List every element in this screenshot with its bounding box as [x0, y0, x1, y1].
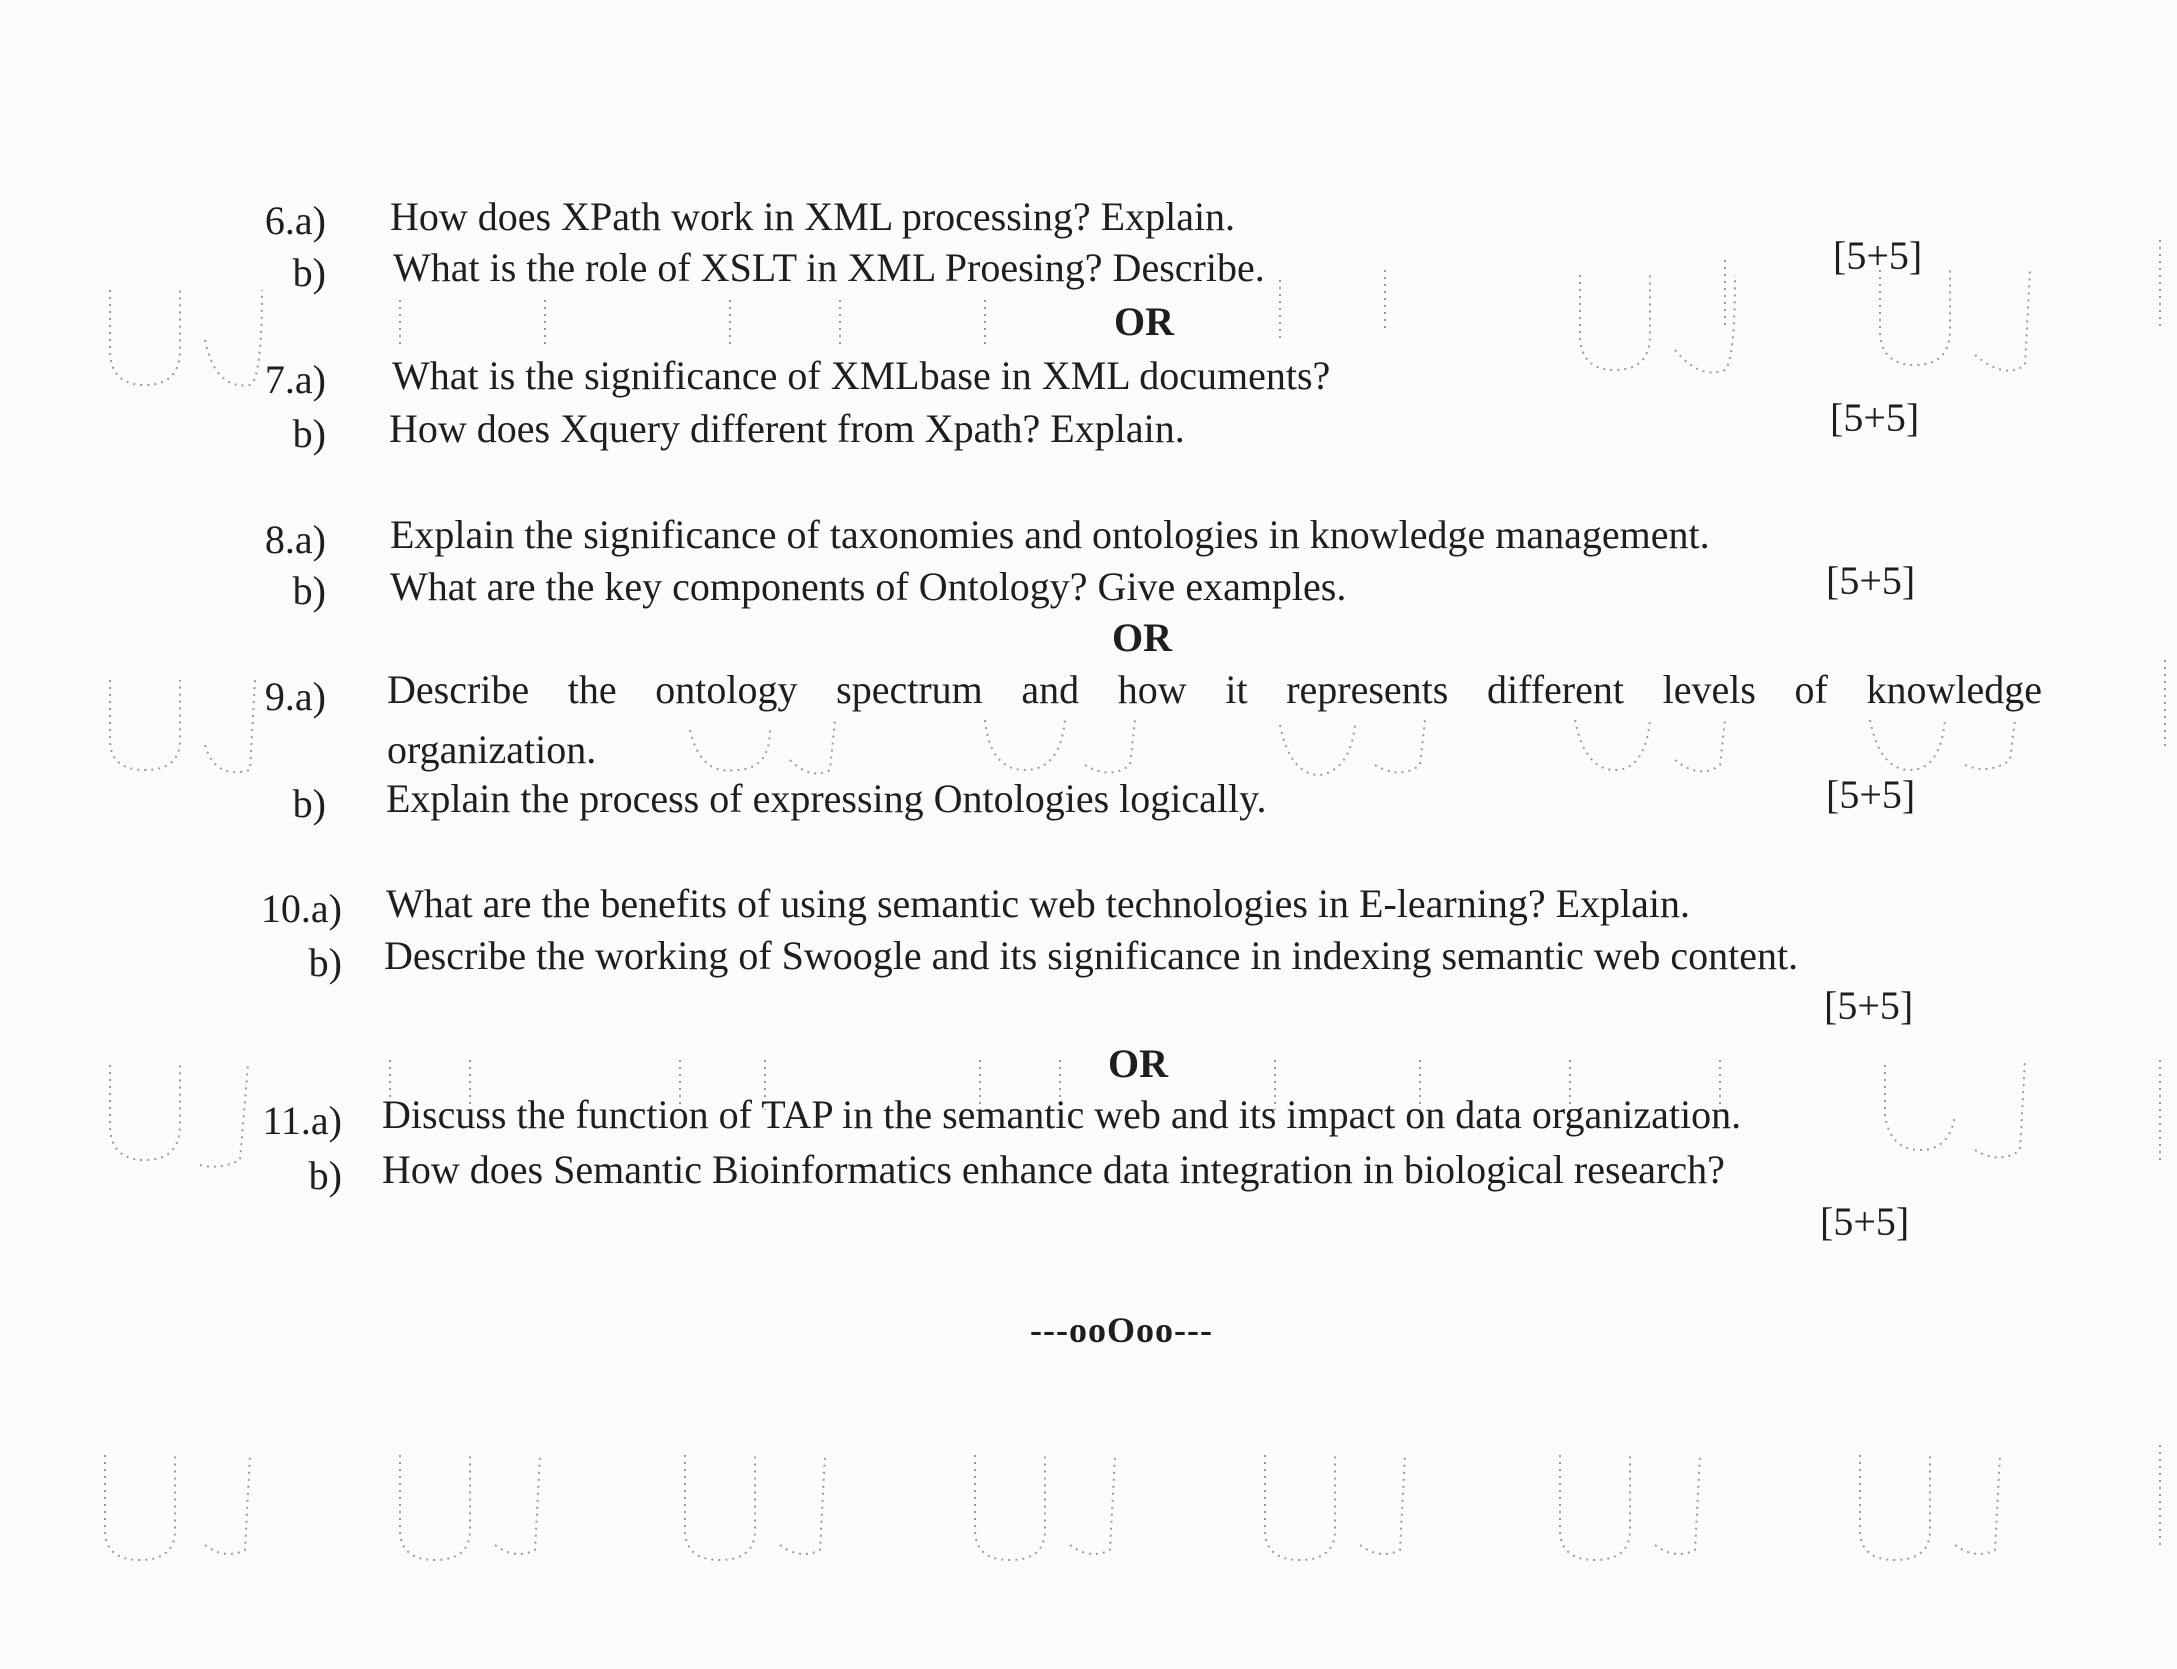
- q10-marks: [5+5]: [1824, 983, 1914, 1028]
- or-separator: OR: [1108, 1041, 1168, 1086]
- q6a-number: 6.a): [264, 198, 326, 243]
- q8a-number: 8.a): [264, 517, 326, 562]
- q8b-number: b): [292, 568, 326, 613]
- q9b-number: b): [292, 781, 326, 826]
- q9a-number: 9.a): [264, 674, 326, 719]
- or-separator: OR: [1112, 615, 1172, 660]
- q7-marks: [5+5]: [1830, 395, 1920, 440]
- q10a-text: What are the benefits of using semantic web technologies in E-learning? Explain.: [386, 881, 1691, 926]
- q10b-text: Describe the working of Swoogle and its significance in indexing semantic web content.: [384, 933, 1799, 978]
- q8a-text: Explain the significance of taxonomies and ontologies in knowledge management.: [390, 512, 1710, 557]
- q7b-number: b): [292, 411, 326, 456]
- q7a-text: What is the significance of XMLbase in XML documents?: [392, 353, 1331, 398]
- q9-marks: [5+5]: [1826, 772, 1916, 817]
- q6a-text: How does XPath work in XML processing? Explain.: [390, 194, 1236, 239]
- q10a-number: 10.a): [260, 886, 342, 931]
- q8b-text: What are the key components of Ontology? Give examples.: [390, 564, 1347, 609]
- q6b-number: b): [292, 250, 326, 295]
- q6b-text: What is the role of XSLT in XML Proesing? Describe.: [393, 245, 1265, 290]
- q7a-number: 7.a): [264, 357, 326, 402]
- q10b-number: b): [308, 940, 342, 985]
- q7b-text: How does Xquery different from Xpath? Explain.: [389, 406, 1185, 451]
- q9a-text-line2: organization.: [387, 727, 597, 772]
- q11a-text: Discuss the function of TAP in the semantic web and its impact on data organization.: [382, 1092, 1742, 1137]
- q8-marks: [5+5]: [1826, 558, 1916, 603]
- end-of-paper-mark: ---ooOoo---: [1030, 1310, 1213, 1350]
- q11a-number: 11.a): [262, 1098, 342, 1143]
- q9a-text-line1: Describe the ontology spectrum and how it represents different levels of knowledge: [387, 667, 2042, 712]
- q11b-number: b): [308, 1153, 342, 1198]
- q9b-text: Explain the process of expressing Ontologies logically.: [386, 776, 1267, 821]
- q6-marks: [5+5]: [1833, 233, 1923, 278]
- q11b-text: How does Semantic Bioinformatics enhance data integration in biological research?: [382, 1147, 1725, 1192]
- q11-marks: [5+5]: [1820, 1199, 1910, 1244]
- or-separator: OR: [1114, 299, 1174, 344]
